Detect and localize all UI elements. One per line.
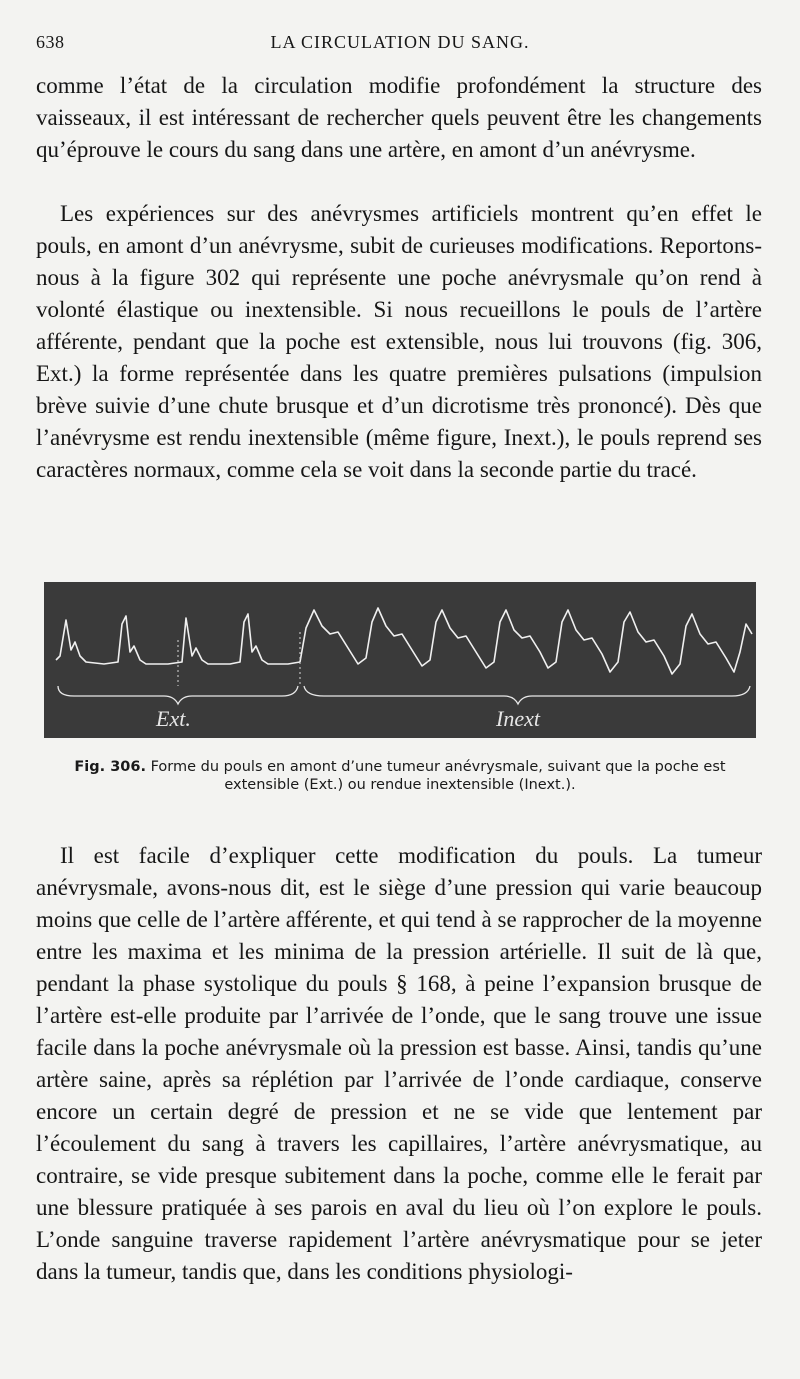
caption-label: Fig. 306. bbox=[74, 759, 146, 775]
pulse-trace-inext bbox=[300, 608, 752, 674]
figure-label-ext: Ext. bbox=[156, 706, 191, 731]
page-header bbox=[36, 32, 764, 58]
pulse-tracing-svg bbox=[44, 582, 756, 738]
brace-ext bbox=[58, 686, 298, 704]
paragraph-2: Les expériences sur des anévrysmes artificiels montrent qu’en effet le pouls, en amont d’un anévrysme, subit de curieuses modifications. Reportons-nous à la figure 302 qui représente une poche anévrysmale qu’on rend à volonté élastique ou inextensible. Si nous recueillons le pouls de l’artère afférente, pendant que la poche est extensible, nous lui trouvons (fig. 306, Ext.) la forme représentée dans les quatre premières pulsations (impulsion brève suivie d’une chute brusque et d’un dicrotisme très prononcé). Dès que l’anévrysme est rendu inextensible (même figure, Inext.), le pouls reprend ses caractères normaux, comme cela se voit dans la seconde partie du tracé. bbox=[36, 201, 762, 482]
pulse-tracing-figure bbox=[44, 582, 756, 738]
figure-caption bbox=[60, 758, 740, 794]
running-title: LA CIRCULATION DU SANG. bbox=[270, 32, 530, 52]
caption-text: Forme du pouls en amont d’une tumeur anévrysmale, suivant que la poche est extensible (Ext.) ou rendue inextensible (Inext.). bbox=[150, 759, 726, 793]
baseline-dotted-markers bbox=[178, 632, 300, 686]
paragraph-3: Il est facile d’expliquer cette modification du pouls. La tumeur anévrysmale, avons-nous dit, est le siège d’une pression qui varie beaucoup moins que celle de l’artère afférente, et qui tend à se rapprocher de la moyenne entre les maxima et les minima de la pression artérielle. Il suit de là que, pendant la phase systolique du pouls § 168, à peine l’expansion brusque de l’artère est-elle produite par l’arrivée de l’onde, que le sang trouve une issue facile dans la poche anévrysmale où la pression est basse. Ainsi, tandis qu’une artère saine, après sa réplétion par l’arrivée de l’onde cardiaque, conserve encore un certain degré de pression et ne se vide que lentement par l’écoulement du sang à travers les capillaires, l’artère anévrysmatique, au contraire, se vide presque subitement dans la poche, comme elle le ferait par une blessure pratiquée à ses parois en aval du lieu où l’on explore le pouls. L’onde sanguine traverse rapidement l’artère anévrysmatique pour se jeter dans la tumeur, tandis que, dans les conditions physiologi- bbox=[36, 843, 762, 1284]
figure-label-inext: Inext bbox=[496, 706, 540, 731]
brace-inext bbox=[304, 686, 750, 704]
page-number: 638 bbox=[36, 32, 65, 52]
paragraph-1: comme l’état de la circulation modifie profondément la structure des vaisseaux, il est intéressant de rechercher quels peuvent être les changements qu’éprouve le cours du sang dans une artère, en amont d’un anévrysme. bbox=[36, 73, 762, 162]
